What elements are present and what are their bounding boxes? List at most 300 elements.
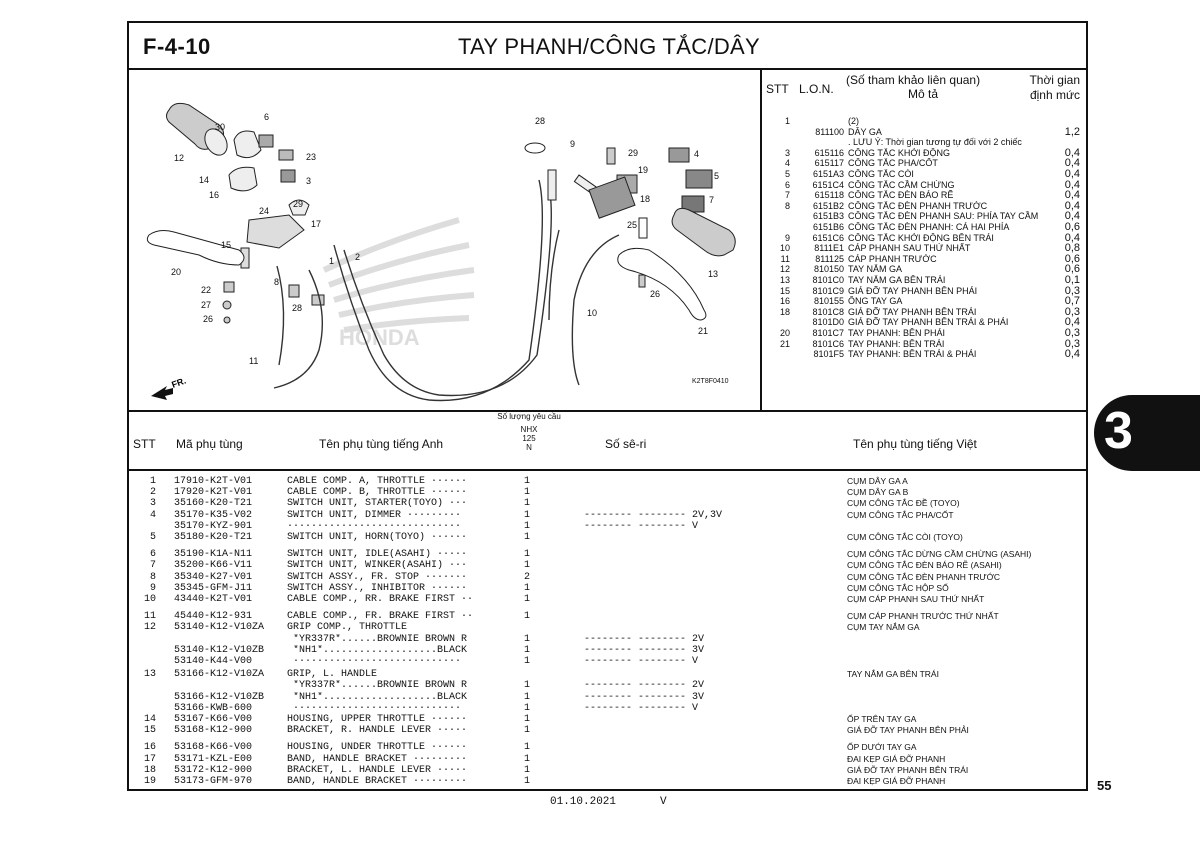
cell-stt: 15 (143, 725, 156, 737)
cell-ser: -------- -------- 2V (584, 633, 705, 645)
cell-vn: ỐP DƯỚI TAY GA (847, 742, 917, 753)
labor-cell-lon: 8101C9 (812, 285, 844, 296)
cell-qty: 1 (523, 714, 530, 725)
labor-time-panel (762, 70, 1086, 410)
cell-en: BRACKET, L. HANDLE LEVER ····· (287, 764, 468, 776)
cell-ser: -------- -------- 3V (584, 644, 705, 656)
callout: 30 (215, 122, 226, 132)
cell-vn: CỤM CÔNG TẮC ĐÈN PHANH TRƯỚC (847, 571, 1001, 582)
labor-cell-lon: 6151B3 (812, 211, 844, 222)
col-part-no: Mã phụ tùng (176, 437, 243, 451)
labor-cell-time: 0,3 (1064, 305, 1080, 318)
table-row (129, 703, 1086, 714)
labor-row (762, 180, 1086, 191)
cell-stt: 8 (149, 571, 156, 583)
cell-pn: 53140-K12-V10ZB (174, 644, 265, 656)
cell-en: GRIP COMP., THROTTLE (287, 622, 408, 634)
page-number: 55 (1097, 778, 1112, 793)
col-qty-type: N (526, 443, 532, 452)
labor-cell-time: 0,6 (1064, 221, 1080, 233)
cell-stt: 4 (149, 509, 156, 521)
cell-qty: 1 (523, 691, 530, 703)
cell-en: ···························· (287, 656, 462, 667)
cell-qty: 1 (523, 611, 530, 623)
labor-cell-stt: 6 (784, 179, 790, 190)
cell-qty: 1 (523, 702, 530, 714)
callout: 27 (201, 300, 212, 310)
labor-cell-lon: 615118 (814, 190, 844, 201)
labor-cell-desc: CÔNG TẮC CẦM CHỪNG (848, 179, 955, 190)
labor-row (762, 137, 1086, 148)
callout: 28 (535, 116, 546, 126)
cell-stt: 2 (149, 487, 156, 499)
cell-en: ···························· (287, 702, 462, 714)
callout: 10 (587, 308, 598, 318)
labor-header-time: Thời gian định mức (1029, 73, 1080, 102)
table-row (129, 669, 1086, 680)
table-row (129, 572, 1086, 583)
labor-cell-lon: 8101F5 (813, 349, 844, 360)
table-row (129, 549, 1086, 560)
cell-en: *YR337R*......BROWNIE BROWN R (287, 680, 468, 692)
labor-row (762, 264, 1086, 275)
callout: 3 (306, 176, 312, 186)
cell-en: SWITCH UNIT, HORN(TOYO) ······ (287, 532, 468, 543)
cell-pn: 35170-K35-V02 (174, 509, 253, 521)
cell-qty: 1 (523, 742, 530, 754)
labor-cell-lon: 810155 (813, 296, 844, 307)
cell-en: SWITCH ASSY., FR. STOP ······· (287, 571, 468, 583)
cell-stt: 3 (149, 498, 156, 510)
table-row (129, 622, 1086, 633)
callout: 29 (293, 199, 304, 209)
cell-stt: 6 (149, 549, 156, 561)
labor-row (762, 233, 1086, 244)
callout: 16 (209, 190, 220, 200)
labor-cell-desc: CÔNG TẮC KHỞI ĐỘNG (848, 147, 951, 158)
callout: 25 (627, 220, 638, 230)
labor-cell-stt: 16 (779, 296, 790, 307)
labor-cell-time: 0,4 (1064, 168, 1080, 180)
cell-qty: 1 (523, 633, 530, 645)
callout: 23 (306, 152, 317, 162)
table-row (129, 714, 1086, 725)
labor-cell-lon: 8101C0 (812, 275, 844, 285)
callout: 11 (249, 356, 259, 366)
cell-pn: 53166-K12-V10ZB (174, 691, 265, 703)
labor-cell-stt: 3 (784, 147, 790, 158)
table-row (129, 634, 1086, 645)
cell-qty: 1 (523, 776, 530, 787)
cell-pn: 53168-K66-V00 (174, 742, 253, 754)
labor-cell-time: 0,3 (1064, 327, 1080, 339)
labor-row (762, 349, 1086, 360)
labor-row (762, 169, 1086, 180)
labor-cell-time: 0,8 (1064, 242, 1080, 255)
cell-stt: 5 (149, 532, 156, 543)
labor-cell-desc: TAY PHANH: BÊN TRÁI & PHẢI (848, 349, 977, 360)
front-direction-arrow (151, 376, 187, 400)
diagram-svg (129, 70, 760, 410)
cell-stt: 1 (149, 476, 156, 487)
cell-pn: 35345-GFM-J11 (174, 582, 253, 594)
table-row (129, 645, 1086, 656)
cell-vn: CỤM DÂY GA B (847, 487, 909, 498)
labor-cell-time: 0,4 (1064, 348, 1080, 361)
cell-vn: ỐP TRÊN TAY GA (847, 714, 917, 724)
labor-cell-time: 0,4 (1064, 146, 1080, 159)
labor-cell-stt: 7 (784, 190, 790, 201)
callout: 21 (698, 326, 709, 336)
cell-qty: 1 (523, 476, 530, 487)
diagram-code: K2T8F0410 (692, 378, 729, 385)
labor-cell-stt: 11 (780, 253, 790, 264)
cell-en: CABLE COMP. B, THROTTLE ······ (287, 487, 468, 499)
labor-cell-time: 0,3 (1064, 337, 1080, 350)
cell-en: BRACKET, R. HANDLE LEVER ····· (287, 725, 468, 737)
table-row (129, 742, 1086, 753)
labor-cell-time: 0,4 (1064, 199, 1080, 212)
col-qty-model: NHX (520, 425, 538, 434)
cell-pn: 53140-K12-V10ZA (174, 622, 265, 634)
labor-cell-lon: 810150 (813, 264, 844, 275)
labor-cell-lon: 8101C7 (812, 328, 844, 338)
labor-row (762, 275, 1086, 286)
cell-qty: 1 (523, 594, 530, 605)
small-parts-left (223, 282, 324, 323)
callout: 7 (709, 195, 715, 205)
labor-cell-stt: 20 (779, 328, 790, 338)
labor-row (762, 211, 1086, 222)
labor-cell-stt: 13 (779, 275, 790, 285)
section-tab (1094, 395, 1200, 471)
table-row (129, 510, 1086, 521)
callout: 17 (311, 219, 322, 229)
table-row (129, 521, 1086, 532)
callout: 8 (274, 277, 280, 287)
footer-date: 01.10.2021 (550, 796, 617, 808)
cell-en: *NH1*...................BLACK (287, 644, 468, 656)
cell-qty: 1 (523, 582, 530, 594)
cell-en: SWITCH UNIT, DIMMER ········· (287, 509, 462, 521)
labor-cell-stt: 21 (779, 338, 790, 349)
table-row (129, 560, 1086, 571)
left-grip-part (672, 208, 735, 255)
table-row (129, 476, 1086, 487)
labor-cell-time: 0,4 (1064, 189, 1080, 202)
labor-row (762, 307, 1086, 318)
honda-logo-text: HONDA (339, 325, 420, 350)
cell-vn: CỤM DÂY GA A (847, 476, 908, 486)
cell-stt: 9 (149, 582, 156, 594)
cell-stt: 11 (143, 611, 156, 623)
cell-pn: 53166-KWB-600 (174, 702, 253, 714)
cell-qty: 1 (523, 725, 530, 737)
table-row (129, 583, 1086, 594)
labor-cell-lon: 8101C6 (812, 338, 844, 349)
callout: 18 (640, 194, 651, 204)
cell-qty: 1 (523, 498, 530, 510)
table-row (129, 776, 1086, 787)
cell-qty: 1 (523, 753, 530, 765)
cell-qty: 1 (523, 680, 530, 692)
col-qty: Số lượng yêu cầu (497, 412, 561, 421)
labor-cell-time: 0,6 (1064, 263, 1080, 276)
cell-vn: GIÁ ĐỠ TAY PHANH BÊN TRÁI (847, 764, 969, 775)
footer-version: V (660, 796, 667, 808)
cell-stt: 18 (143, 764, 156, 776)
cell-vn: CỤM CÔNG TẮC DỪNG CẦM CHỪNG (ASAHI) (847, 549, 1032, 560)
cell-vn: ĐAI KẸP GIÁ ĐỠ PHANH (847, 753, 946, 764)
cell-qty: 2 (523, 571, 530, 583)
labor-row (762, 328, 1086, 339)
cell-qty: 1 (523, 509, 530, 521)
cell-pn: 35190-K1A-N11 (174, 549, 253, 561)
labor-row (762, 201, 1086, 212)
col-serial: Số sê-ri (605, 437, 647, 451)
labor-cell-desc: GIÁ ĐỠ TAY PHANH BÊN TRÁI & PHẢI (848, 317, 1009, 328)
cell-en: SWITCH ASSY., INHIBITOR ······ (287, 582, 468, 594)
cell-pn: 53166-K12-V10ZA (174, 669, 265, 681)
callout: 6 (264, 112, 270, 122)
labor-row (762, 254, 1086, 265)
honda-wing-watermark (324, 220, 474, 330)
callout: 28 (292, 303, 303, 313)
table-row (129, 692, 1086, 703)
labor-cell-time: 1,2 (1064, 125, 1080, 138)
cables (274, 180, 619, 401)
table-row (129, 594, 1086, 605)
col-stt: STT (133, 437, 156, 451)
labor-cell-desc: CÔNG TẮC ĐÈN PHANH TRƯỚC (848, 200, 988, 211)
labor-header-stt: STT (766, 82, 789, 96)
callout: 1 (329, 256, 335, 266)
labor-cell-lon: 8111E1 (814, 243, 844, 254)
labor-cell-stt: 4 (784, 158, 790, 169)
labor-cell-desc: . LƯU Ý: Thời gian tương tự đối với 2 chiếc (848, 137, 1022, 148)
cell-vn: CỤM CÁP PHANH SAU THỨ NHẤT (847, 594, 985, 604)
cell-en: CABLE COMP., FR. BRAKE FIRST ·· (287, 611, 474, 623)
cell-stt: 7 (149, 560, 156, 572)
labor-cell-stt: 10 (779, 243, 790, 254)
cell-en: HOUSING, UNDER THROTTLE ······ (287, 742, 468, 754)
cell-stt: 17 (143, 753, 156, 765)
labor-row (762, 317, 1086, 328)
labor-cell-desc: ỐNG TAY GA (848, 296, 903, 307)
labor-cell-time: 0,4 (1064, 231, 1080, 244)
labor-row (762, 158, 1086, 169)
section-code: F-4-10 (143, 34, 211, 59)
labor-cell-desc: CÁP PHANH SAU THỨ NHẤT (848, 243, 971, 254)
labor-cell-lon: 6151B6 (812, 222, 844, 232)
labor-cell-time: 0,3 (1064, 284, 1080, 297)
labor-cell-stt: 12 (779, 264, 790, 275)
labor-cell-lon: 6151C4 (812, 179, 844, 190)
cell-qty: 1 (523, 487, 530, 499)
cell-stt: 12 (143, 622, 156, 634)
table-row (129, 680, 1086, 691)
callout: 26 (203, 314, 214, 324)
table-row (129, 765, 1086, 776)
cell-stt: 19 (143, 776, 156, 787)
labor-cell-desc: CÔNG TẮC ĐÈN BÁO RẼ (848, 190, 954, 201)
col-name-vn: Tên phụ tùng tiếng Việt (853, 437, 977, 451)
table-row (129, 725, 1086, 736)
section-tab-label: 3 (1104, 402, 1133, 460)
cell-en: *NH1*...................BLACK (287, 691, 468, 703)
cell-en: BAND, HANDLE BRACKET ········· (287, 776, 468, 787)
labor-cell-time: 0,6 (1064, 252, 1080, 265)
labor-cell-lon: 6151B2 (812, 200, 844, 211)
cell-en: SWITCH UNIT, IDLE(ASAHI) ····· (287, 549, 468, 561)
cell-stt: 10 (143, 594, 156, 605)
cell-stt: 14 (143, 714, 156, 725)
cell-stt: 13 (143, 669, 156, 681)
labor-row (762, 190, 1086, 201)
page-title: TAY PHANH/CÔNG TẮC/DÂY (457, 34, 761, 59)
cell-pn: 53140-K44-V00 (174, 656, 253, 667)
labor-cell-time: 0,7 (1064, 295, 1080, 308)
cell-en: CABLE COMP., RR. BRAKE FIRST ·· (287, 594, 474, 605)
cell-qty: 1 (523, 549, 530, 561)
labor-cell-stt: 9 (784, 232, 790, 243)
callout: 24 (259, 206, 270, 216)
table-row (129, 754, 1086, 765)
cell-pn: 35180-K20-T21 (174, 532, 253, 543)
callout: 5 (714, 171, 720, 181)
cell-pn: 53173-GFM-970 (174, 776, 253, 787)
labor-row (762, 116, 1086, 127)
callout: 19 (638, 165, 649, 175)
cell-en: HOUSING, UPPER THROTTLE ······ (287, 714, 468, 725)
labor-header-desc: Mô tả (908, 87, 939, 101)
cell-vn: CỤM CÔNG TẮC ĐỀ (TOYO) (847, 498, 960, 509)
labor-row (762, 127, 1086, 138)
cell-qty: 1 (523, 532, 530, 543)
cell-vn: CỤM CÔNG TẮC PHA/CỐT (847, 509, 954, 520)
labor-row (762, 296, 1086, 307)
labor-cell-stt: 5 (784, 169, 790, 179)
cell-vn: CỤM TAY NẮM GA (847, 622, 920, 633)
labor-row (762, 339, 1086, 350)
parts-table-header (129, 410, 1086, 471)
cell-vn: CỤM CÔNG TẮC CÒI (TOYO) (847, 532, 963, 542)
cell-pn: 17910-K2T-V01 (174, 476, 253, 487)
table-row (129, 487, 1086, 498)
cell-pn: 43440-K2T-V01 (174, 594, 253, 605)
labor-cell-time: 0,1 (1064, 274, 1080, 286)
cell-en: *YR337R*......BROWNIE BROWN R (287, 633, 468, 645)
labor-cell-desc: TAY PHANH: BÊN PHẢI (848, 328, 946, 338)
table-row (129, 498, 1086, 509)
cell-pn: 17920-K2T-V01 (174, 487, 253, 499)
cell-pn: 53167-K66-V00 (174, 714, 253, 725)
labor-cell-lon: 6151A3 (812, 169, 844, 179)
labor-row (762, 243, 1086, 254)
labor-row (762, 222, 1086, 233)
callout: 2 (355, 252, 361, 262)
cell-pn: 35200-K66-V11 (174, 560, 253, 572)
labor-cell-lon: 615117 (814, 158, 844, 169)
labor-cell-desc: GIÁ ĐỠ TAY PHANH BÊN TRÁI (848, 306, 977, 317)
labor-cell-time: 0,4 (1064, 157, 1080, 170)
labor-cell-lon: 8101C8 (812, 306, 844, 317)
labor-cell-desc: CÁP PHANH TRƯỚC (848, 253, 937, 264)
table-row (129, 611, 1086, 622)
cell-qty: 1 (523, 644, 530, 656)
cell-pn: 35160-K20-T21 (174, 498, 253, 510)
cell-pn: 35170-KYZ-901 (174, 520, 253, 532)
cell-ser: -------- -------- V (584, 520, 699, 532)
exploded-diagram (129, 70, 762, 410)
labor-header-ref: (Số tham khảo liên quan) (846, 73, 981, 87)
callout: 12 (174, 153, 185, 163)
title-bar (129, 23, 1086, 70)
cell-en: SWITCH UNIT, WINKER(ASAHI) ··· (287, 560, 468, 572)
brake-bracket-part (241, 215, 304, 268)
labor-cell-stt: 15 (779, 285, 790, 296)
col-name-en: Tên phụ tùng tiếng Anh (319, 437, 444, 451)
labor-cell-lon: 811100 (815, 126, 844, 137)
callout: 13 (708, 269, 719, 279)
cell-qty: 1 (523, 656, 530, 667)
callout: 14 (199, 175, 210, 185)
cell-pn: 53168-K12-900 (174, 725, 253, 737)
labor-cell-lon: 615116 (814, 147, 844, 158)
labor-cell-lon: 8101D0 (812, 317, 844, 328)
cell-ser: -------- -------- V (584, 656, 699, 667)
cell-en: ····························· (287, 520, 462, 532)
cell-pn: 35340-K27-V01 (174, 571, 253, 583)
labor-cell-time: 0,4 (1064, 178, 1080, 191)
cell-ser: -------- -------- 2V,3V (584, 509, 723, 521)
labor-cell-desc: CÔNG TẮC ĐÈN PHANH SAU: PHÍA TAY CẦM (848, 211, 1039, 222)
labor-row (762, 286, 1086, 297)
left-brake-lever-part (618, 248, 706, 320)
labor-row (762, 148, 1086, 159)
labor-cell-time: 0,4 (1064, 210, 1080, 223)
cell-vn: CỤM CÁP PHANH TRƯỚC THỨ NHẤT (847, 611, 999, 622)
callout: 9 (570, 139, 576, 149)
direction-label: FR. (170, 375, 188, 390)
callout: 4 (694, 149, 700, 159)
cell-stt: 16 (143, 742, 156, 754)
labor-cell-stt: 1 (784, 116, 790, 126)
table-row (129, 532, 1086, 543)
cell-pn: 53171-KZL-E00 (174, 753, 253, 765)
labor-header-lon: L.O.N. (799, 82, 834, 96)
cell-pn: 53172-K12-900 (174, 764, 253, 776)
labor-cell-lon: 811125 (815, 253, 844, 264)
labor-cell-desc: (2) (848, 116, 859, 126)
cell-en: BAND, HANDLE BRACKET ········· (287, 753, 468, 765)
callout: 26 (650, 289, 661, 299)
labor-cell-desc: GIÁ ĐỠ TAY PHANH BÊN PHẢI (848, 285, 978, 296)
labor-cell-stt: 8 (784, 200, 790, 211)
cell-ser: -------- -------- 3V (584, 691, 705, 703)
cell-ser: -------- -------- V (584, 702, 699, 714)
labor-cell-desc: TAY PHANH: BÊN TRÁI (848, 338, 945, 349)
cell-pn: 45440-K12-931 (174, 611, 253, 623)
labor-cell-lon: 6151C6 (812, 232, 844, 243)
callout: 20 (171, 267, 182, 277)
callout: 22 (201, 285, 212, 295)
cell-vn: GIÁ ĐỠ TAY PHANH BÊN PHẢI (847, 725, 969, 736)
cell-qty: 1 (523, 560, 530, 572)
cell-ser: -------- -------- 2V (584, 680, 705, 692)
labor-cell-desc: CÔNG TẮC CÒI (848, 169, 914, 179)
cell-vn: ĐAI KẸP GIÁ ĐỠ PHANH (847, 776, 946, 786)
